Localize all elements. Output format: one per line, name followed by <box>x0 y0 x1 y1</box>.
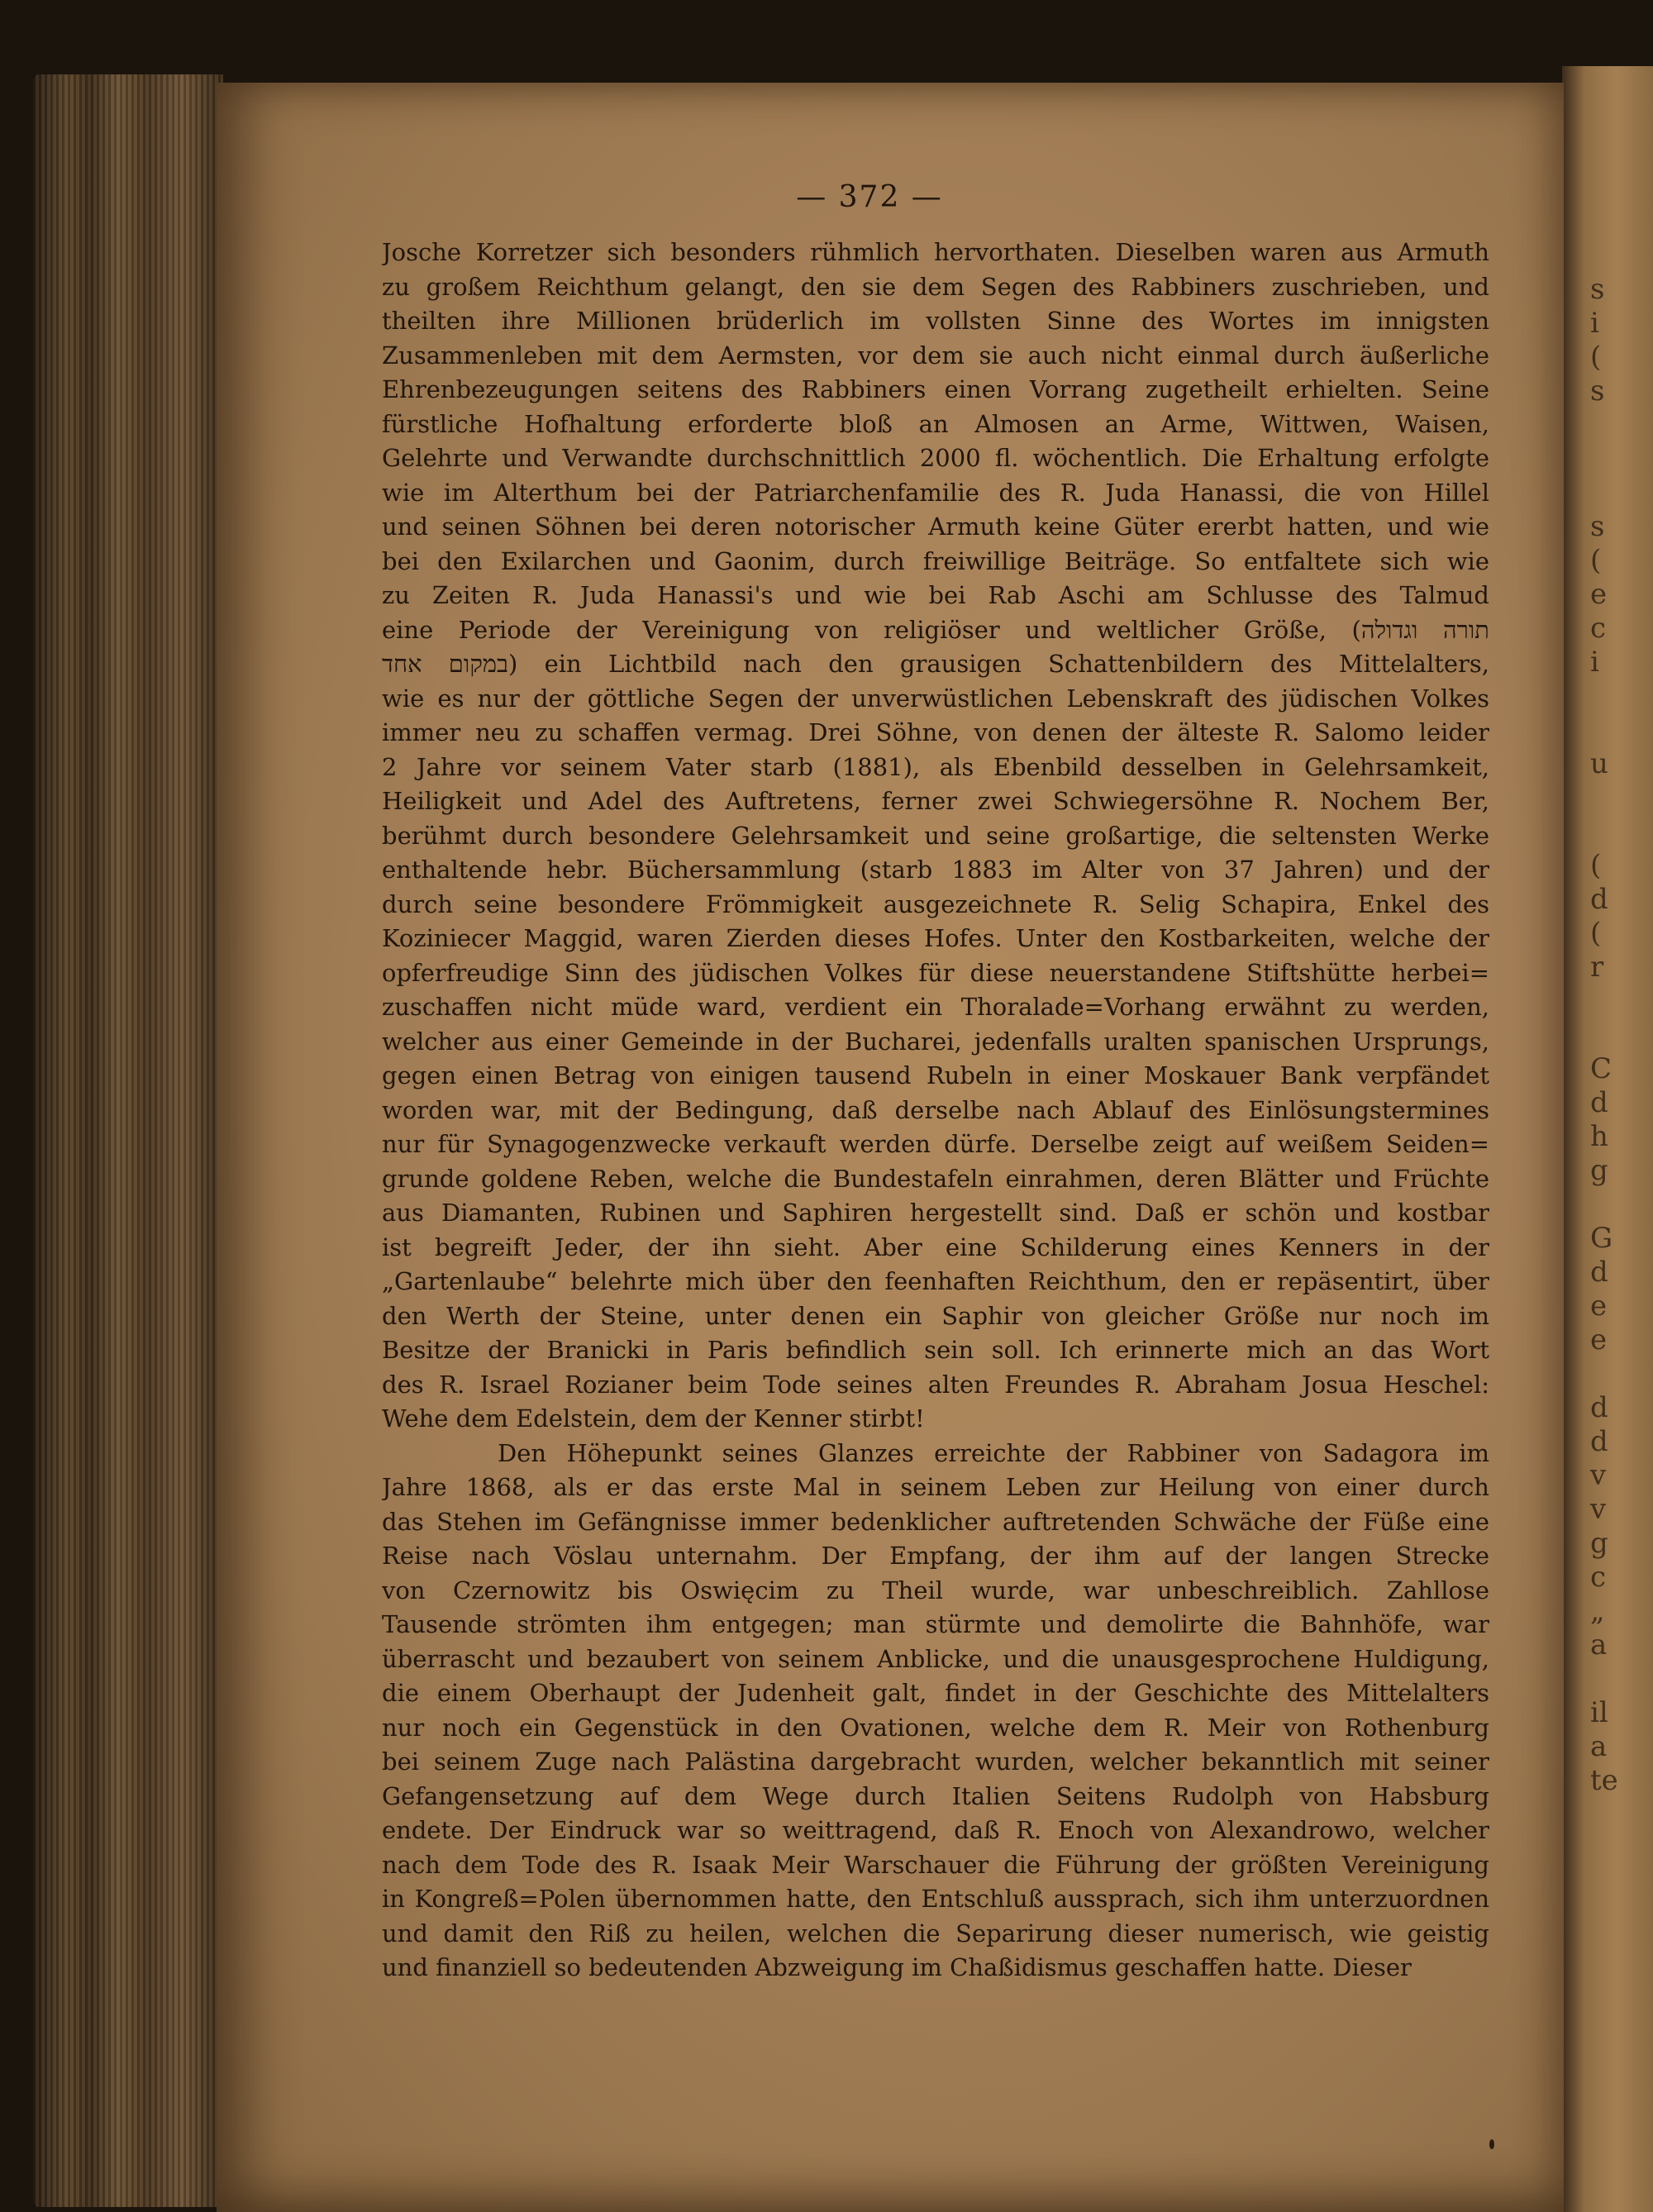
text-line: nur noch ein Gegenstück in den Ovationen, welche dem R. Meir von Rothenburg <box>382 1713 1489 1742</box>
paragraph-2 <box>382 1437 1489 1986</box>
text-line: Zusammenleben mit dem Aermsten, vor dem sie auch nicht einmal durch äußerliche <box>382 341 1489 369</box>
text-line: Gefangensetzung auf dem Wege durch Italien Seitens Rudolph von Habsburg <box>382 1781 1489 1810</box>
text-line: bei den Exilarchen und Gaonim, durch freiwillige Beiträge. So entfaltete sich wie <box>382 546 1489 575</box>
text-line: nur für Synagogenzwecke verkauft werden dürfe. Derselbe zeigt auf weißem Seiden= <box>382 1130 1489 1158</box>
text-line: Gelehrte und Verwandte durchschnittlich 2000 fl. wöchentlich. Die Erhaltung erfolgte <box>382 444 1489 472</box>
text-line: „Gartenlaube“ belehrte mich über den feenhaften Reichthum, den er repäsentirt, über <box>382 1267 1489 1295</box>
text-line: zu Zeiten R. Juda Hanassi's und wie bei Rab Aschi am Schlusse des Talmud <box>382 581 1489 609</box>
book-page-edges <box>33 74 223 2207</box>
text-line: und finanziell so bedeutenden Abzweigung im Chaßidismus geschaffen hatte. Dieser <box>382 1953 1412 1981</box>
facing-page-margin-text: s i ( s s ( e c i u ( d ( r C d h g G d e e d d v v g c „ a il a te <box>1590 273 1618 1797</box>
text-line: wie es nur der göttliche Segen der unverwüstlichen Lebenskraft des jüdischen Volkes <box>382 684 1489 713</box>
book-page <box>217 83 1564 2212</box>
text-line: von Czernowitz bis Oswięcim zu Theil wurde, war unbeschreiblich. Zahllose <box>382 1576 1489 1604</box>
text-line: eine Periode der Vereinigung von religiöser und weltlicher Größe, (תורה וגדולה <box>382 615 1489 644</box>
text-line: wie im Alterthum bei der Patriarchenfamilie des R. Juda Hanassi, die von Hillel <box>382 478 1489 507</box>
text-line: und seinen Söhnen bei deren notorischer Armuth keine Güter ererbt hatten, und wie <box>382 512 1489 541</box>
text-line: endete. Der Eindruck war so weittragend, daß R. Enoch von Alexandrowo, welcher <box>382 1816 1489 1844</box>
text-line: theilten ihre Millionen brüderlich im vollsten Sinne des Wortes im innigsten <box>382 307 1489 335</box>
ink-speck <box>1489 2139 1494 2149</box>
text-line: Heiligkeit und Adel des Auftretens, ferner zwei Schwiegersöhne R. Nochem Ber, <box>382 787 1489 815</box>
text-line: überrascht und bezaubert von seinem Anblicke, und die unausgesprochene Huldigung, <box>382 1644 1489 1673</box>
text-line: enthaltende hebr. Büchersammlung (starb 1883 im Alter von 37 Jahren) und der <box>382 856 1489 884</box>
text-line: Besitze der Branicki in Paris befindlich sein soll. Ich erinnerte mich an das Wort <box>382 1336 1489 1364</box>
text-line: zuschaffen nicht müde ward, verdient ein Thoralade=Vorhang erwähnt zu werden, <box>382 993 1489 1021</box>
text-line: ist begreift Jeder, der ihn sieht. Aber eine Schilderung eines Kenners in der <box>382 1232 1489 1261</box>
text-line: Ehrenbezeugungen seitens des Rabbiners einen Vorrang zugetheilt erhielten. Seine <box>382 375 1489 403</box>
text-line: zu großem Reichthum gelangt, den sie dem Segen des Rabbiners zuschrieben, und <box>382 272 1489 301</box>
text-line: des R. Israel Rozianer beim Tode seines alten Freundes R. Abraham Josua Heschel: <box>382 1370 1489 1399</box>
text-line: Jahre 1868, als er das erste Mal in seinem Leben zur Heilung von einer durch <box>382 1473 1489 1501</box>
text-line: den Werth der Steine, unter denen ein Saphir von gleicher Größe nur noch im <box>382 1301 1489 1330</box>
text-line: die einem Oberhaupt der Judenheit galt, findet in der Geschichte des Mittelalters <box>382 1679 1489 1707</box>
text-line: berühmt durch besondere Gelehrsamkeit und seine großartige, die seltensten Werke <box>382 821 1489 850</box>
text-line: Den Höhepunkt seines Glanzes erreichte der Rabbiner von Sadagora im <box>498 1438 1489 1467</box>
paragraph-1 <box>382 236 1489 1437</box>
text-line: Josche Korretzer sich besonders rühmlich hervorthaten. Dieselben waren aus Armuth <box>382 238 1489 266</box>
facing-page-edge <box>1562 66 1653 2212</box>
text-line: welcher aus einer Gemeinde in der Bucharei, jedenfalls uralten spanischen Ursprungs, <box>382 1027 1489 1056</box>
text-line: bei seinem Zuge nach Palästina dargebracht wurden, welcher bekanntlich mit seiner <box>382 1747 1489 1776</box>
text-line: Tausende strömten ihm entgegen; man stürmte und demolirte die Bahnhöfe, war <box>382 1610 1489 1638</box>
page-body-text <box>382 236 1489 1986</box>
text-line: nach dem Tode des R. Isaak Meir Warschauer die Führung der größten Vereinigung <box>382 1850 1489 1879</box>
text-line: gegen einen Betrag von einigen tausend Rubeln in einer Moskauer Bank verpfändet <box>382 1061 1489 1089</box>
text-line: durch seine besondere Frömmigkeit ausgezeichnete R. Selig Schapira, Enkel des <box>382 889 1489 918</box>
text-line: aus Diamanten, Rubinen und Saphiren hergestellt sind. Daß er schön und kostbar <box>382 1199 1489 1227</box>
page-number: — 372 — <box>796 180 943 214</box>
text-line: in Kongreß=Polen übernommen hatte, den Entschluß aussprach, sich ihm unterzuordnen <box>382 1885 1489 1913</box>
text-line: fürstliche Hofhaltung erforderte bloß an Almosen an Arme, Wittwen, Waisen, <box>382 409 1489 438</box>
text-line: Reise nach Vöslau unternahm. Der Empfang, der ihm auf der langen Strecke <box>382 1542 1489 1570</box>
text-line: das Stehen im Gefängnisse immer bedenklicher auftretenden Schwäche der Füße eine <box>382 1507 1489 1536</box>
text-line: worden war, mit der Bedingung, daß derselbe nach Ablauf des Einlösungstermines <box>382 1095 1489 1124</box>
text-line: 2 Jahre vor seinem Vater starb (1881), als Ebenbild desselben in Gelehrsamkeit, <box>382 752 1489 781</box>
text-line: immer neu zu schaffen vermag. Drei Söhne, von denen der älteste R. Salomo leider <box>382 718 1489 746</box>
text-line: Wehe dem Edelstein, dem der Kenner stirbt! <box>382 1404 925 1433</box>
text-line: במקום אחד) ein Lichtbild nach den grausigen Schattenbildern des Mittelalters, <box>382 650 1489 678</box>
text-line: Koziniecer Maggid, waren Zierden dieses Hofes. Unter den Kostbarkeiten, welche der <box>382 924 1489 952</box>
text-line: grunde goldene Reben, welche die Bundestafeln einrahmen, deren Blätter und Früchte <box>382 1164 1489 1193</box>
text-line: und damit den Riß zu heilen, welchen die Separirung dieser numerisch, wie geistig <box>382 1919 1489 1947</box>
text-line: opferfreudige Sinn des jüdischen Volkes für diese neuerstandene Stiftshütte herbei= <box>382 958 1489 987</box>
